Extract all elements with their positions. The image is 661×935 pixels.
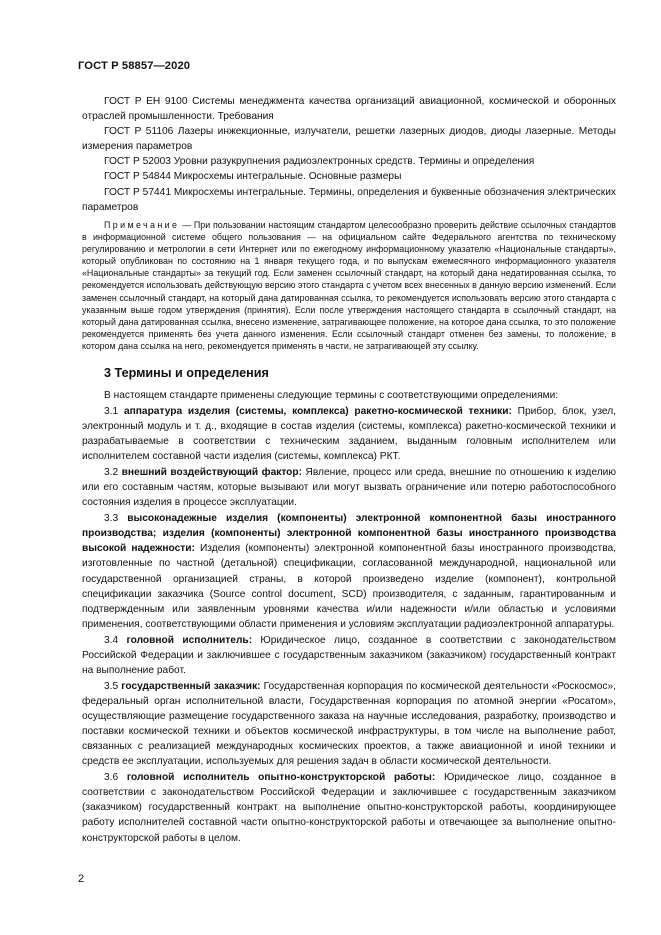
terms-section [82,388,616,846]
term-number: 3.5 [104,680,119,692]
section-intro: В настоящем стандарте применены следующие термины с соответствующими определениями: [104,390,559,401]
term-name: государственный заказчик: [121,680,261,692]
term-name: головной исполнитель: [126,634,253,646]
term-number: 3.3 [104,513,119,525]
term-name: высоконадежные изделия (компоненты) электронной компонентной базы иностранного производства; изделия (компоненты) электронной компонентной базы иностранного производства высокой надежности: [82,513,616,555]
term-entry [82,633,616,678]
term-number: 3.2 [104,467,119,479]
normative-references [82,94,616,215]
term-definition: Прибор, блок, узел, электронный модуль и т. д., входящие в состав изделия (системы, комплекса) ракетно-космической техники и разрабатываемые в соответствии с техническим заданием, выданным головным исполнителем или исполнителем составной части изделия (системы, комплекса) РКТ. [82,405,616,463]
note-paragraph [82,219,616,352]
reference-item: ГОСТ Р 57441 Микросхемы интегральные. Термины, определения и буквенные обозначения электрических параметров [82,186,616,213]
term-name: аппаратура изделия (системы, комплекса) ракетно-космической техники: [123,405,512,417]
page-number: 2 [78,873,85,885]
note-label: Примечание [104,220,180,230]
term-number: 3.6 [104,772,119,784]
term-definition: Изделия (компоненты) электронной компонентной базы иностранного производства, изготовленные по частной (детальной) спецификации, согласованной международной, национальной или государственной организацией страны, в которой произведено изделие (компонент), контрольной спецификации заказчика (Source control document, SCD) производителя, с заданным, гарантированным и подтвержденным или заявленным уровнями качества и/или надежности и/или областью и условиями применения, соответствующими области применения и условиям эксплуатации радиоэлектронной аппаратуры. [82,543,616,630]
reference-item: ГОСТ Р 51106 Лазеры инжекционные, излучатели, решетки лазерных диодов, диоды лазерные. Методы измерения параметров [82,126,616,153]
term-definition: Юридическое лицо, созданное в соответствии с законодательством Российской Федерации и заключившее с государственным заказчиком (заказчиком) государственный контракт на выполнение работ. [82,634,616,676]
section-heading: 3 Термины и определения [104,366,269,380]
reference-item: ГОСТ Р ЕН 9100 Системы менеджмента качества организаций авиационной, космической и оборонных отраслей промышленности. Требования [82,96,616,123]
term-name: головной исполнитель опытно-конструкторской работы: [126,772,436,784]
term-definition: Государственная корпорация по космической деятельности «Роскосмос», федеральный орган исполнительной власти, Государственная корпорация по атомной энергии «Росатом», осуществляющие размещение государственного заказа на научные исследования, разработку, производство и поставки космической техники и объектов космической инфраструктуры, в том числе на выполнение работ, связанных с реализацией международных космических проектов, а также авиационной и иной техники и средств ее эксплуатации, используемых для решения задач в области космической деятельности. [82,680,616,768]
term-name: внешний воздействующий фактор: [121,467,303,479]
term-entry [82,770,616,845]
term-entry [82,465,616,510]
document-code: ГОСТ Р 58857—2020 [78,60,191,72]
reference-item: ГОСТ Р 52003 Уровни разукрупнения радиоэлектронных средств. Термины и определения [104,156,535,168]
term-number: 3.1 [104,405,119,417]
term-entry [82,679,616,770]
term-entry [82,404,616,464]
term-definition: Явление, процесс или среда, внешние по отношению к изделию или его составным частям, которые вызывают или могут вызвать ограничение или потерю работоспособного состояния изделия в процессе эксплуатации. [82,467,616,509]
term-definition: Юридическое лицо, созданное в соответствии с законодательством Российской Федерации и заключившее с государственным заказчиком (заказчиком) государственный контракт на выполнение опытно-конструкторской работы, координирующее работу исполнителей составной части опытно-конструкторской работы и отвечающее за выполнение опытно-конструкторской работы в целом. [82,772,616,844]
term-number: 3.4 [104,634,119,646]
reference-item: ГОСТ Р 54844 Микросхемы интегральные. Основные размеры [104,171,402,183]
term-entry [82,511,616,632]
note-text: — При пользовании настоящим стандартом целесообразно проверить действие ссылочных стандартов в информационной системе общего пользования — на официальном сайте Федерального агентства по техническому регулированию и метрологии в сети Интернет или по ежегодному информационному указателю «Национальные стандарты», который опубликован по состоянию на 1 января текущего года, и по выпускам ежемесячного информационного указателя «Национальные стандарты» за текущий год. Если заменен ссылочный стандарт, на который дана недатированная ссылка, то рекомендуется использовать действующую версию этого стандарта с учетом всех внесенных в данную версию изменений. Если заменен ссылочный стандарт, на который дана датированная ссылка, то рекомендуется использовать версию этого стандарта с указанным выше годом утверждения (принятия). Если после утверждения настоящего стандарта в ссылочный стандарт, на который дана датированная ссылка, внесено изменение, затрагивающее положение, на которое дана ссылка, то это положение рекомендуется применять без учета данного изменения. Если ссылочный стандарт отменен без замены, то положение, в котором дана ссылка на него, рекомендуется применять в части, не затрагивающей эту ссылку. [82,220,617,351]
note-block [82,219,616,352]
